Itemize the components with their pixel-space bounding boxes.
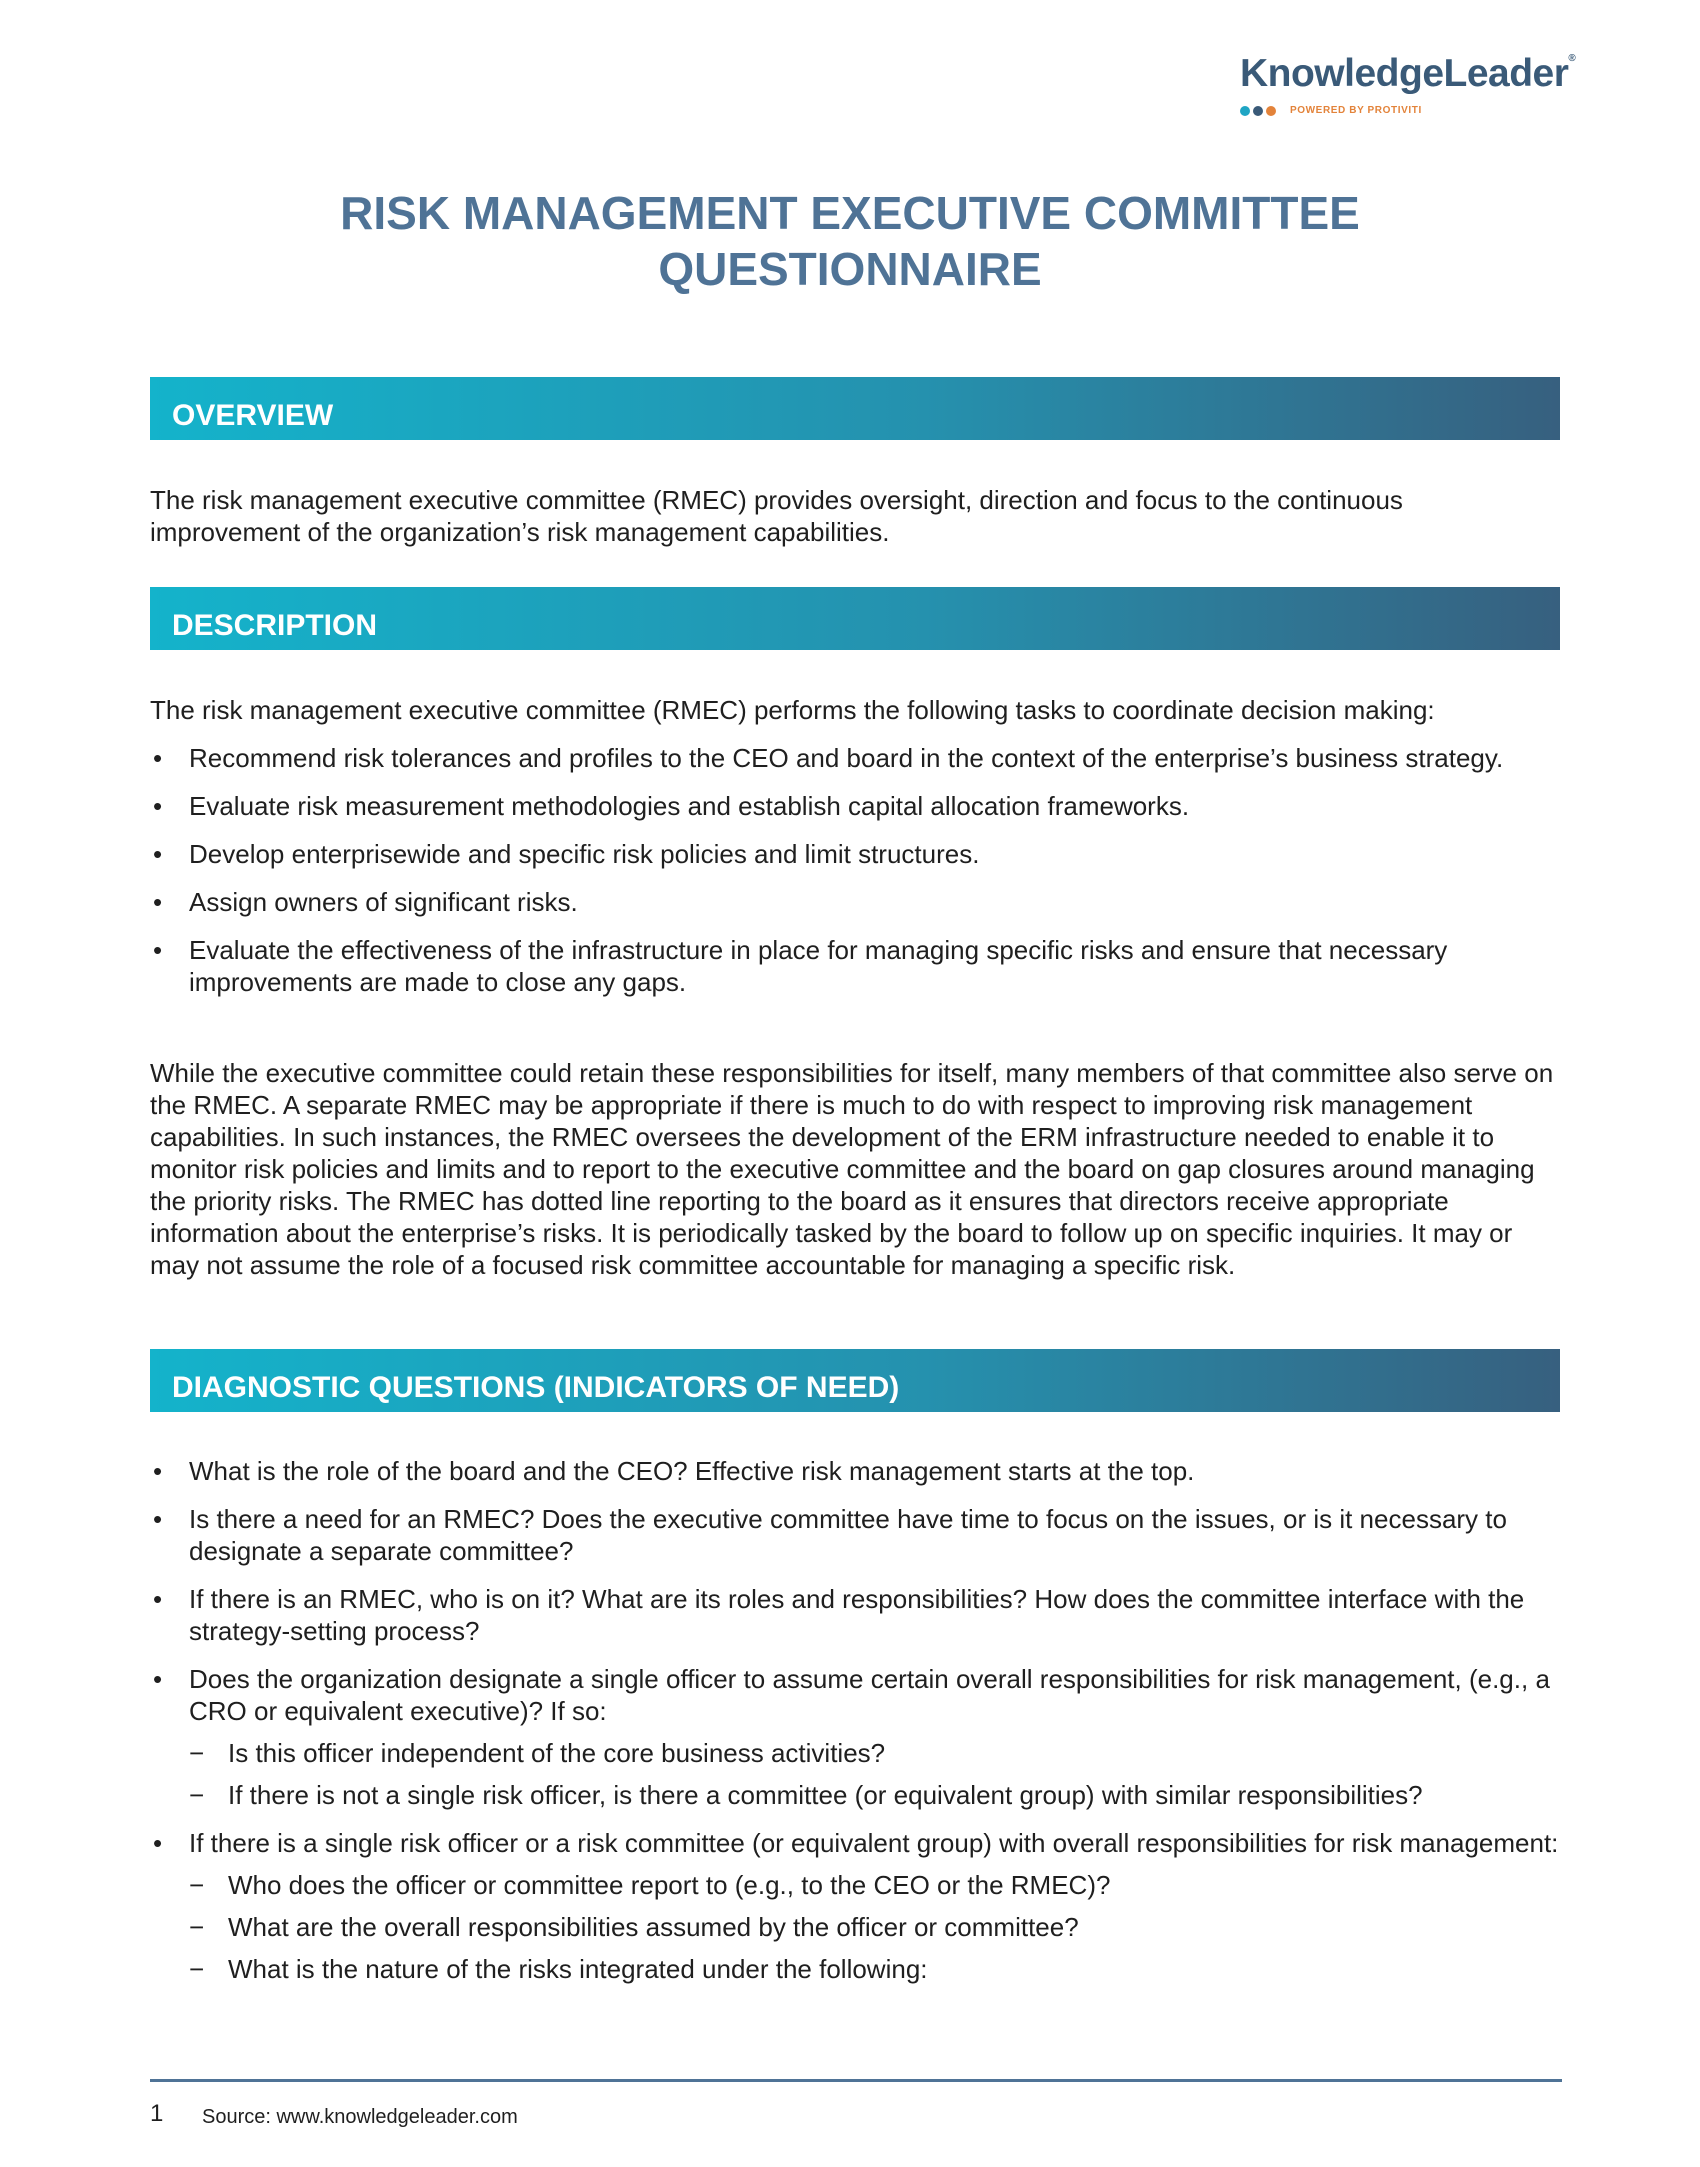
description-intro: The risk management executive committee (RMEC) performs the following tasks to coordinate decision making: [150,695,1435,725]
bullet-icon: • [153,1456,163,1486]
bullet-icon: • [153,743,163,773]
diagnostic-question-list [150,1455,1560,2001]
sub-list-item [189,1737,1560,1769]
bullet-icon: • [153,1504,163,1534]
sub-list-item [189,1911,1560,1943]
overview-text: The risk management executive committee (RMEC) provides oversight, direction and focus to the continuous improvement of the organization’s risk management capabilities. [150,485,1403,547]
dash-icon: − [189,1870,205,1900]
sub-list [189,1737,1560,1811]
logo-dot [1253,106,1263,116]
list-item [150,838,1560,870]
list-item [150,1583,1560,1647]
list-item-text: Evaluate the effectiveness of the infrastructure in place for managing specific risks and ensure that necessary improvements are made to close any gaps. [189,935,1448,997]
logo-brand: KnowledgeLeader [1240,52,1569,95]
list-item-text: Evaluate risk measurement methodologies and establish capital allocation frameworks. [189,791,1190,821]
list-item-text: If there is an RMEC, who is on it? What are its roles and responsibilities? How does the committee interface with the strategy-setting process? [189,1584,1525,1646]
sub-list-item-text: What are the overall responsibilities assumed by the officer or committee? [228,1912,1079,1942]
logo-subline [1240,105,1560,116]
sub-list [189,1869,1560,1985]
bullet-icon: • [153,1664,163,1694]
list-item [150,1827,1560,1985]
bullet-icon: • [153,935,163,965]
knowledgeleader-logo[interactable] [1240,52,1576,116]
logo-tagline: POWERED BY PROTIVITI [1290,105,1422,116]
list-item-text: Recommend risk tolerances and profiles to the CEO and board in the context of the enterprise’s business strategy. [189,743,1504,773]
description-paragraph: While the executive committee could retain these responsibilities for itself, many members of that committee also serve on the RMEC. A separate RMEC may be appropriate if there is much to do with respect to improving risk management capabilities. In such instances, the RMEC oversees the development of the ERM infrastructure needed to enable it to monitor risk policies and limits and to report to the executive committee and the board on gap closures around managing the priority risks. The RMEC has dotted line reporting to the board as it ensures that directors receive appropriate information about the enterprise’s risks. It is periodically tasked by the board to follow up on specific inquiries. It may or may not assume the role of a focused risk committee accountable for managing a specific risk. [150,1058,1554,1280]
list-item [150,1663,1560,1811]
list-item-text: If there is a single risk officer or a risk committee (or equivalent group) with overall responsibilities for risk management: [189,1828,1559,1858]
section-heading-diagnostic-questions: DIAGNOSTIC QUESTIONS (INDICATORS OF NEED) [150,1349,1560,1412]
sub-list-item-text: Who does the officer or committee report to (e.g., to the CEO or the RMEC)? [228,1870,1111,1900]
list-item [150,934,1560,998]
sub-list-item-text: If there is not a single risk officer, is there a committee (or equivalent group) with similar responsibilities? [228,1780,1423,1810]
dash-icon: − [189,1912,205,1942]
dash-icon: − [189,1738,205,1768]
list-item [150,1455,1560,1487]
logo-registered-mark: ® [1568,53,1576,64]
section-heading-description: DESCRIPTION [150,587,1560,650]
dash-icon: − [189,1780,205,1810]
bullet-icon: • [153,791,163,821]
list-item-text: What is the role of the board and the CEO? Effective risk management starts at the top. [189,1456,1195,1486]
logo-wordmark [1240,52,1576,95]
dash-icon: − [189,1954,205,1984]
sub-list-item-text: Is this officer independent of the core business activities? [228,1738,886,1768]
sub-list-item-text: What is the nature of the risks integrated under the following: [228,1954,928,1984]
list-item-text: Does the organization designate a single officer to assume certain overall responsibilities for risk management, (e.g., a CRO or equivalent executive)? If so: [189,1664,1550,1726]
sub-list-item [189,1953,1560,1985]
sub-list-item [189,1869,1560,1901]
page-title-line-1: RISK MANAGEMENT EXECUTIVE COMMITTEE [340,187,1360,239]
logo-dot [1240,106,1250,116]
bullet-icon: • [153,839,163,869]
page-number: 1 [150,2100,164,2127]
list-item [150,1503,1560,1567]
bullet-icon: • [153,1828,163,1858]
page-title-line-2: QUESTIONNAIRE [658,243,1042,295]
list-item [150,742,1560,774]
section-heading-overview: OVERVIEW [150,377,1560,440]
page-title [150,185,1550,297]
footer-source[interactable]: Source: www.knowledgeleader.com [202,2106,518,2128]
footer-divider [150,2079,1562,2082]
list-item [150,886,1560,918]
list-item-text: Assign owners of significant risks. [189,887,578,917]
logo-dot [1266,106,1276,116]
list-item-text: Is there a need for an RMEC? Does the executive committee have time to focus on the issues, or is it necessary to designate a separate committee? [189,1504,1507,1566]
sub-list-item [189,1779,1560,1811]
list-item-text: Develop enterprisewide and specific risk policies and limit structures. [189,839,980,869]
description-task-list [150,742,1560,1014]
list-item [150,790,1560,822]
bullet-icon: • [153,887,163,917]
bullet-icon: • [153,1584,163,1614]
logo-dots-icon [1240,106,1276,116]
